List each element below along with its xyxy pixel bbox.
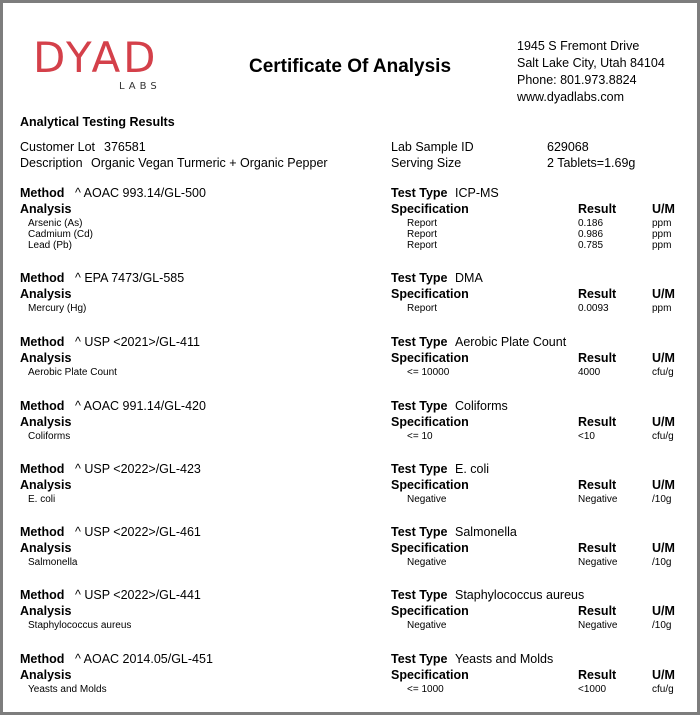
specification-label: Specification xyxy=(391,541,469,555)
address-line-website[interactable]: www.dyadlabs.com xyxy=(517,90,624,104)
method-label: Method xyxy=(20,462,65,476)
specification-value: Negative xyxy=(407,494,447,505)
analysis-label: Analysis xyxy=(20,415,72,429)
test-method-block xyxy=(3,335,697,395)
specification-value: <= 10 xyxy=(407,431,433,442)
method-label: Method xyxy=(20,186,65,200)
result-label: Result xyxy=(578,478,617,492)
specification-label: Specification xyxy=(391,287,469,301)
unit-label: U/M xyxy=(652,287,675,301)
unit-value: ppm xyxy=(652,303,672,314)
method-value: ^ USP <2022>/GL-423 xyxy=(75,462,201,476)
method-value: ^ AOAC 2014.05/GL-451 xyxy=(75,652,213,666)
test-type-value: DMA xyxy=(455,271,483,285)
unit-value: /10g xyxy=(652,494,672,505)
lab-sample-id-value: 629068 xyxy=(547,140,589,154)
analysis-label: Analysis xyxy=(20,287,72,301)
unit-label: U/M xyxy=(652,541,675,555)
dyad-logo: DYAD xyxy=(33,33,159,82)
test-type-value: Yeasts and Molds xyxy=(455,652,554,666)
test-type-label: Test Type xyxy=(391,335,448,349)
serving-size-value: 2 Tablets=1.69g xyxy=(547,156,636,170)
result-label: Result xyxy=(578,287,617,301)
test-method-block xyxy=(3,271,697,331)
method-label: Method xyxy=(20,271,65,285)
description-label: Description xyxy=(20,156,83,170)
test-type-label: Test Type xyxy=(391,462,448,476)
result-value: 4000 xyxy=(578,367,601,378)
specification-label: Specification xyxy=(391,668,469,682)
analysis-label: Analysis xyxy=(20,541,72,555)
analyte-name: Arsenic (As) xyxy=(28,218,83,229)
specification-value: Report xyxy=(407,229,438,240)
dyad-logo-subtitle: LABS xyxy=(119,81,161,92)
specification-label: Specification xyxy=(391,415,469,429)
analyte-name: Cadmium (Cd) xyxy=(28,229,94,240)
test-type-value: Salmonella xyxy=(455,525,517,539)
specification-value: <= 10000 xyxy=(407,367,450,378)
specification-value: Report xyxy=(407,218,438,229)
specification-value: Report xyxy=(407,303,438,314)
customer-lot-value: 376581 xyxy=(104,140,146,154)
unit-label: U/M xyxy=(652,478,675,492)
method-value: ^ USP <2021>/GL-411 xyxy=(75,335,200,349)
method-value: ^ AOAC 991.14/GL-420 xyxy=(75,399,206,413)
unit-label: U/M xyxy=(652,668,675,682)
method-label: Method xyxy=(20,588,65,602)
analysis-label: Analysis xyxy=(20,604,72,618)
method-label: Method xyxy=(20,525,65,539)
result-value: 0.986 xyxy=(578,229,604,240)
unit-label: U/M xyxy=(652,202,675,216)
serving-size-label: Serving Size xyxy=(391,156,462,170)
result-value: 0.785 xyxy=(578,240,604,251)
result-label: Result xyxy=(578,351,617,365)
test-type-label: Test Type xyxy=(391,525,448,539)
unit-label: U/M xyxy=(652,351,675,365)
result-value: <1000 xyxy=(578,684,607,695)
unit-value: ppm xyxy=(652,240,672,251)
method-value: ^ USP <2022>/GL-461 xyxy=(75,525,201,539)
specification-label: Specification xyxy=(391,351,469,365)
unit-value: /10g xyxy=(652,557,672,568)
test-type-label: Test Type xyxy=(391,588,448,602)
unit-label: U/M xyxy=(652,604,675,618)
result-value: <10 xyxy=(578,431,595,442)
result-value: Negative xyxy=(578,557,618,568)
test-method-block xyxy=(3,525,697,585)
specification-label: Specification xyxy=(391,202,469,216)
result-label: Result xyxy=(578,668,617,682)
result-value: Negative xyxy=(578,620,618,631)
method-label: Method xyxy=(20,335,65,349)
test-type-label: Test Type xyxy=(391,399,448,413)
unit-value: ppm xyxy=(652,218,672,229)
specification-label: Specification xyxy=(391,478,469,492)
test-method-block xyxy=(3,186,697,251)
analyte-name: Yeasts and Molds xyxy=(28,684,107,695)
specification-label: Specification xyxy=(391,604,469,618)
result-label: Result xyxy=(578,202,617,216)
result-value: 0.186 xyxy=(578,218,604,229)
test-method-block xyxy=(3,462,697,522)
description-value: Organic Vegan Turmeric + Organic Pepper xyxy=(91,156,328,170)
test-type-value: E. coli xyxy=(455,462,490,476)
result-label: Result xyxy=(578,415,617,429)
unit-value: cfu/g xyxy=(652,431,674,442)
document-title: Certificate Of Analysis xyxy=(249,56,452,77)
test-method-block xyxy=(3,399,697,459)
method-value: ^ USP <2022>/GL-441 xyxy=(75,588,201,602)
customer-lot-label: Customer Lot xyxy=(20,140,96,154)
unit-label: U/M xyxy=(652,415,675,429)
address-line-city: Salt Lake City, Utah 84104 xyxy=(517,56,665,70)
method-label: Method xyxy=(20,652,65,666)
analyte-name: E. coli xyxy=(28,494,56,505)
test-type-value: ICP-MS xyxy=(455,186,499,200)
test-method-block xyxy=(3,588,697,648)
unit-value: /10g xyxy=(652,620,672,631)
specification-value: <= 1000 xyxy=(407,684,444,695)
method-label: Method xyxy=(20,399,65,413)
test-type-label: Test Type xyxy=(391,652,448,666)
analysis-label: Analysis xyxy=(20,351,72,365)
analyte-name: Mercury (Hg) xyxy=(28,303,87,314)
test-method-block xyxy=(3,652,697,712)
analysis-label: Analysis xyxy=(20,668,72,682)
specification-value: Negative xyxy=(407,557,447,568)
analyte-name: Staphylococcus aureus xyxy=(28,620,132,631)
test-type-value: Staphylococcus aureus xyxy=(455,588,585,602)
test-type-label: Test Type xyxy=(391,271,448,285)
result-label: Result xyxy=(578,541,617,555)
result-value: Negative xyxy=(578,494,618,505)
address-line-street: 1945 S Fremont Drive xyxy=(517,39,640,53)
section-title: Analytical Testing Results xyxy=(20,115,175,129)
address-line-phone: Phone: 801.973.8824 xyxy=(517,73,637,87)
analyte-name: Salmonella xyxy=(28,557,78,568)
unit-value: cfu/g xyxy=(652,684,674,695)
specification-value: Negative xyxy=(407,620,447,631)
unit-value: cfu/g xyxy=(652,367,674,378)
analyte-name: Aerobic Plate Count xyxy=(28,367,117,378)
method-value: ^ EPA 7473/GL-585 xyxy=(75,271,185,285)
result-value: 0.0093 xyxy=(578,303,609,314)
lab-sample-id-label: Lab Sample ID xyxy=(391,140,474,154)
result-label: Result xyxy=(578,604,617,618)
analyte-name: Coliforms xyxy=(28,431,71,442)
analysis-label: Analysis xyxy=(20,202,72,216)
analyte-name: Lead (Pb) xyxy=(28,240,72,251)
test-type-label: Test Type xyxy=(391,186,448,200)
test-type-value: Aerobic Plate Count xyxy=(455,335,567,349)
analysis-label: Analysis xyxy=(20,478,72,492)
unit-value: ppm xyxy=(652,229,672,240)
specification-value: Report xyxy=(407,240,438,251)
test-type-value: Coliforms xyxy=(455,399,508,413)
method-value: ^ AOAC 993.14/GL-500 xyxy=(75,186,206,200)
